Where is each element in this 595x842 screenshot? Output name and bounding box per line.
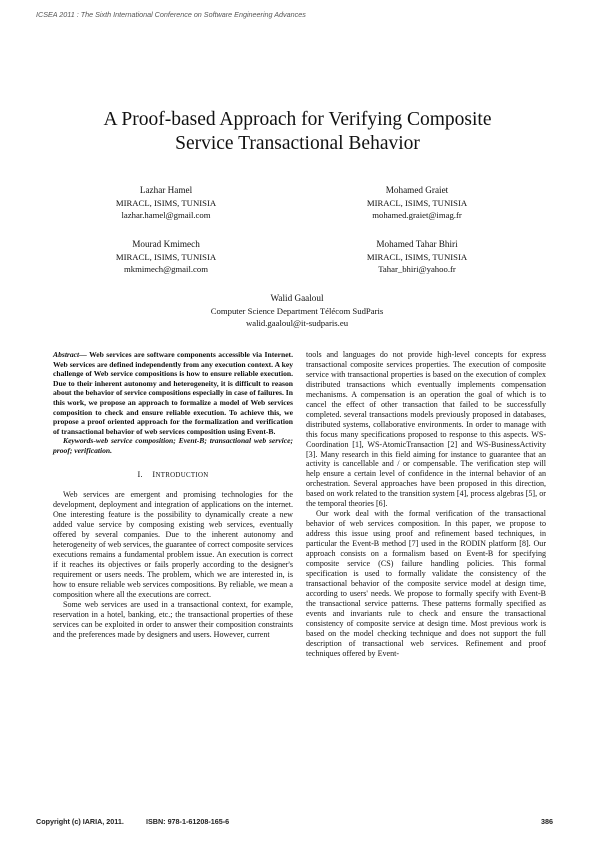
author-name: Mohamed Graiet [385, 185, 449, 195]
keywords [53, 436, 293, 455]
keywords-text: web service composition; Event-B; transactional web service; proof; verification. [53, 436, 293, 455]
title-line-2: Service Transactional Behavior [175, 133, 420, 154]
right-column [306, 350, 546, 659]
author-affiliation: Computer Science Department Télécom SudParis [210, 305, 384, 316]
body-paragraph: Web services are emergent and promising technologies for the development, deployment and integration of applications on the internet. One interesting feature is the possibility to dynamically create a new added value service by composing existing web services, eventually offered by several companies. Due to the inherent autonomy and heterogeneity of web services, the guarantee of correct composite services executions remains a fundamental problem issue. An execution is correct if it reaches its objectives or fails properly according to the designer's requirement or users needs. The problem, which we are interested in, is how to ensure reliable web services compositions. By reliable, we mean a composition where all the executions are correct. [53, 490, 293, 600]
author-email[interactable]: mkmimech@gmail.com [124, 264, 208, 274]
footer-page-number: 386 [541, 817, 553, 826]
footer-isbn: ISBN: 978-1-61208-165-6 [146, 817, 230, 826]
abstract-text: Web services are software components accessible via Internet. Web services are defined independently from any execution context. A key challenge of Web service compositions is how to ensure reliable execution. Due to their inherent autonomy and heterogeneity, it is difficult to reason about the behavior of service compositions especially in case of failures. In this work, we propose an approach to formalize a model of Web services composition to check and ensure reliable execution. To achieve this, we propose a proof oriented approach for the formalization and verification of transactional behavior of web services composition using Event-B. [53, 350, 293, 436]
paper-title [40, 108, 555, 156]
author-email[interactable]: Tahar_bhiri@yahoo.fr [378, 264, 456, 274]
author-block-1 [61, 184, 271, 222]
author-block-5 [147, 292, 447, 330]
left-column [53, 350, 293, 640]
abstract [53, 350, 293, 436]
author-affiliation: MIRACL, ISIMS, TUNISIA [366, 251, 468, 262]
author-block-2 [312, 184, 522, 222]
author-name: Mohamed Tahar Bhiri [376, 239, 458, 249]
footer-copyright: Copyright (c) IARIA, 2011. [36, 817, 124, 826]
section-number: I. [137, 469, 143, 479]
abstract-label: Abstract [53, 350, 80, 359]
author-affiliation: MIRACL, ISIMS, TUNISIA [115, 197, 217, 208]
author-name: Walid Gaaloul [270, 293, 324, 303]
section-title-initial: I [152, 469, 156, 479]
section-heading-introduction [53, 470, 293, 481]
author-name: Lazhar Hamel [139, 185, 193, 195]
abstract-dash: — [79, 350, 90, 359]
author-name: Mourad Kmimech [132, 239, 200, 249]
body-paragraph: Some web services are used in a transactional context, for example, reservation in a hotel, banking, etc.; the transactional properties of these services can be exploited in order to answer their composition constraints and the preferences made by designers and users. However, current [53, 599, 293, 639]
author-block-3 [61, 238, 271, 276]
author-affiliation: MIRACL, ISIMS, TUNISIA [366, 197, 468, 208]
author-affiliation: MIRACL, ISIMS, TUNISIA [115, 251, 217, 262]
author-email[interactable]: mohamed.graiet@imag.fr [372, 210, 462, 220]
author-email[interactable]: lazhar.hamel@gmail.com [121, 210, 211, 220]
section-title-rest: NTRODUCTION [155, 471, 209, 479]
body-paragraph: Our work deal with the formal verification of the transactional behavior of web services composition. In this paper, we propose to address this issue using proof and refinement based techniques, in particular the Event-B method [7] used in the RODIN platform [8]. Our approach consists on a formalism based on Event-B for specifying composite service (CS) failure handling policies. This formal specification is used to formally validate the consistency of the transactional behavior of the composite service model at design time, according to users' needs. We propose to formally specify with Event-B the transactional service patterns. These patterns formally specified as events and invariants rule to check and ensure the transactional consistency of composite service at design time. Most previous work is based on the model checking technique and does not support the full description of transactional web services. Refinement and proof techniques offered by Event- [306, 509, 546, 658]
running-header: ICSEA 2011 : The Sixth International Conference on Software Engineering Advances [36, 10, 306, 19]
body-paragraph: tools and languages do not provide high-level concepts for express transactional composite services properties. The execution of composite service with transactional properties is based on the execution of complex distributed transactions which eventually implements compensation mechanisms. A compensation is an operation the goal of which is to cancel the effect of other transaction that failed to be successfully completed. several transactions models previously proposed in databases, distributed systems, collaborative environments. In order to manage with this focus many specifications proposed to response to this aspects. WS-Coordination [1], WS-AtomicTransaction [2] and WS-BusinessActivity [3]. Many research in this field aiming for instance to guarantee that an activity is cancellable and / or compensable. The verification step will help ensure a certain level of confidence in the internal behavior of an orchestration. Several approaches have been proposed in this direction, based on work related to the transition system [4], process algebras [5], or the temporal theories [6]. [306, 350, 546, 509]
author-block-4 [312, 238, 522, 276]
author-email[interactable]: walid.gaaloul@it-sudparis.eu [245, 318, 349, 328]
title-line-1: A Proof-based Approach for Verifying Composite [103, 109, 492, 130]
keywords-label: Keywords- [63, 436, 96, 446]
